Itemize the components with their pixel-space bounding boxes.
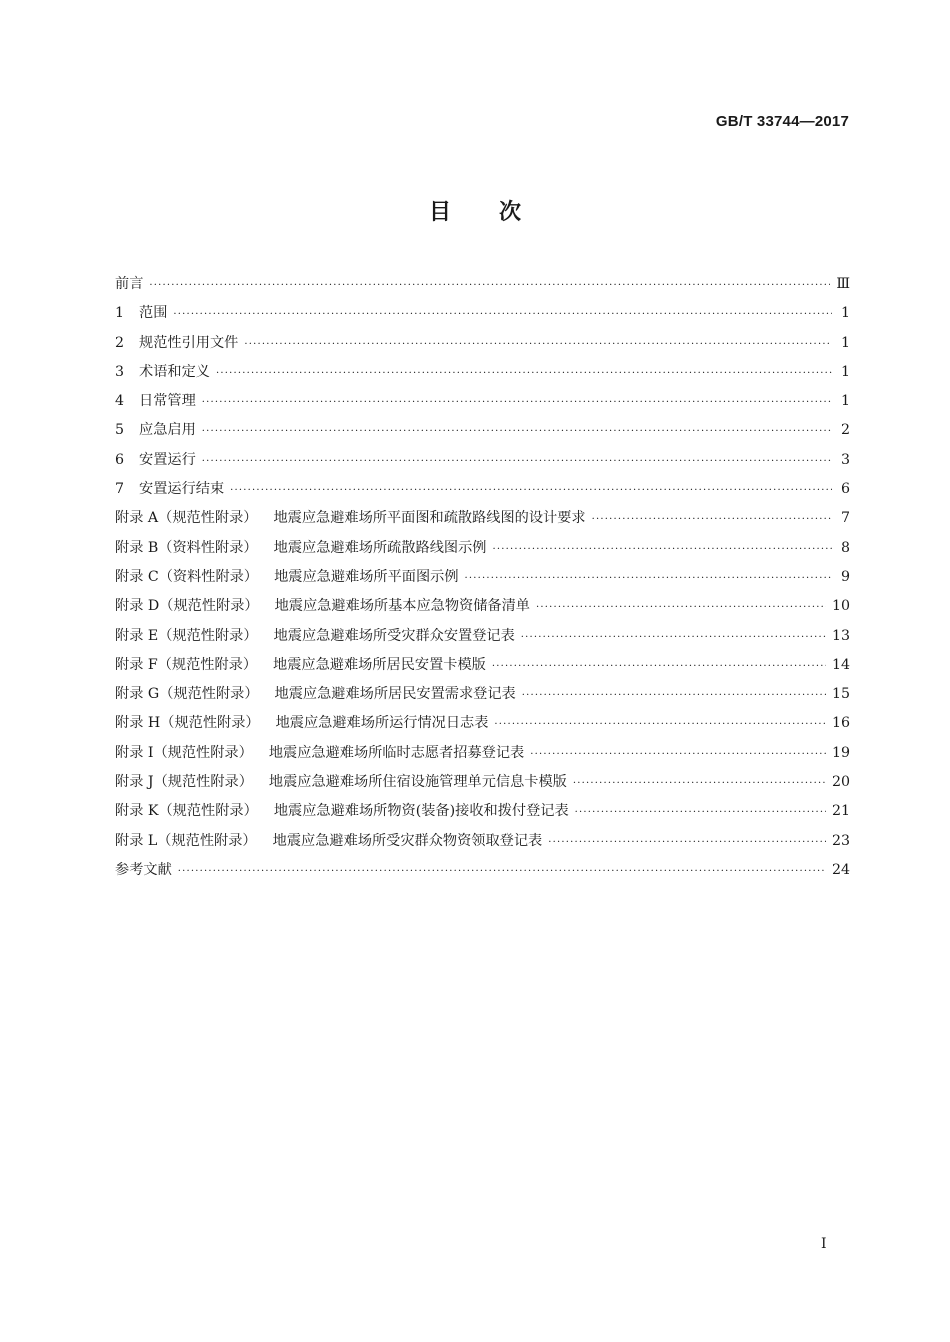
toc-entry-title: 地震应急避难场所受灾群众物资领取登记表 xyxy=(272,832,543,849)
toc-entry-label: 附录 B（资料性附录） xyxy=(115,539,258,556)
toc-entry-label: 附录 L（规范性附录） xyxy=(115,832,257,849)
toc-entry[interactable] xyxy=(115,797,850,826)
toc-entry[interactable] xyxy=(115,446,850,475)
toc-entry-page: 24 xyxy=(831,861,850,878)
toc-dot-leader xyxy=(149,271,830,300)
toc-entry-number: 5 xyxy=(115,422,125,439)
toc-entry-page: 23 xyxy=(831,832,850,849)
toc-entry[interactable] xyxy=(115,680,850,709)
toc-dot-leader xyxy=(202,417,832,446)
toc-entry-page: Ⅲ xyxy=(836,276,850,292)
toc-entry-page: 19 xyxy=(831,744,850,761)
toc-entry-page: 9 xyxy=(840,568,850,585)
toc-entry-label: 附录 I（规范性附录） xyxy=(115,744,253,761)
toc-entry-page: 3 xyxy=(840,451,850,468)
toc-entry[interactable] xyxy=(115,358,850,387)
toc-entry-label: 术语和定义 xyxy=(139,363,210,380)
toc-entry-label: 附录 D（规范性附录） xyxy=(115,598,259,615)
toc-entry-number: 4 xyxy=(115,393,125,410)
toc-entry-title: 地震应急避难场所居民安置需求登记表 xyxy=(274,686,516,703)
toc-entry-page: 1 xyxy=(840,363,850,380)
toc-entry[interactable] xyxy=(115,651,850,680)
toc-entry-label: 附录 H（规范性附录） xyxy=(115,715,260,732)
toc-entry-label: 参考文献 xyxy=(115,861,172,878)
toc-entry-page: 16 xyxy=(831,715,850,732)
toc-entry-page: 1 xyxy=(840,393,850,410)
toc-dot-leader xyxy=(178,857,826,886)
toc-dot-leader xyxy=(202,447,832,476)
toc-entry-number: 1 xyxy=(115,305,125,322)
toc-entry-number: 2 xyxy=(115,334,125,351)
toc-entry-title: 地震应急避难场所平面图示例 xyxy=(274,568,459,585)
toc-entry[interactable] xyxy=(115,709,850,738)
toc-entry[interactable] xyxy=(115,387,850,416)
toc-entry-title: 地震应急避难场所临时志愿者招募登记表 xyxy=(268,744,525,761)
toc-entry[interactable] xyxy=(115,827,850,856)
toc-entry-label: 安置运行 xyxy=(139,451,196,468)
toc-entry-label: 附录 G（规范性附录） xyxy=(115,686,259,703)
toc-entry-page: 6 xyxy=(840,481,850,498)
table-of-contents xyxy=(115,270,850,885)
toc-entry-label: 应急启用 xyxy=(139,422,196,439)
toc-entry[interactable] xyxy=(115,270,850,299)
toc-dot-leader xyxy=(536,593,826,622)
toc-dot-leader xyxy=(575,798,826,827)
toc-entry-title: 地震应急避难场所物资(装备)接收和拨付登记表 xyxy=(273,803,569,820)
toc-entry[interactable] xyxy=(115,329,850,358)
toc-entry-page: 2 xyxy=(840,422,850,439)
toc-dot-leader xyxy=(522,681,826,710)
toc-entry-number: 7 xyxy=(115,481,125,498)
page-title-char-2: 次 xyxy=(499,200,522,225)
toc-entry-number: 3 xyxy=(115,363,125,380)
toc-dot-leader xyxy=(216,359,832,388)
toc-entry-title: 地震应急避难场所住宿设施管理单元信息卡模版 xyxy=(268,774,567,791)
toc-entry-title: 地震应急避难场所居民安置卡模版 xyxy=(273,656,486,673)
toc-entry[interactable] xyxy=(115,534,850,563)
toc-entry-label: 前言 xyxy=(115,276,144,292)
toc-entry-title: 地震应急避难场所基本应急物资储备清单 xyxy=(274,598,530,615)
toc-entry-title: 地震应急避难场所运行情况日志表 xyxy=(275,715,489,732)
toc-entry-label: 范围 xyxy=(139,305,168,322)
toc-dot-leader xyxy=(230,476,832,505)
toc-dot-leader xyxy=(465,564,832,593)
page-number: I xyxy=(821,1236,827,1252)
toc-entry-label: 附录 C（资料性附录） xyxy=(115,568,259,585)
toc-entry-label: 安置运行结束 xyxy=(139,481,225,498)
toc-entry-title: 地震应急避难场所平面图和疏散路线图的设计要求 xyxy=(273,510,586,527)
toc-dot-leader xyxy=(592,505,832,534)
toc-entry-title: 地震应急避难场所受灾群众安置登记表 xyxy=(273,627,515,644)
toc-entry[interactable] xyxy=(115,416,850,445)
toc-entry-label: 规范性引用文件 xyxy=(139,334,239,351)
toc-dot-leader xyxy=(494,710,826,739)
toc-entry-label: 附录 K（规范性附录） xyxy=(115,803,258,820)
toc-dot-leader xyxy=(173,300,832,329)
toc-dot-leader xyxy=(492,652,826,681)
toc-entry[interactable] xyxy=(115,739,850,768)
toc-entry-page: 20 xyxy=(831,774,850,791)
toc-entry-page: 10 xyxy=(831,598,850,615)
toc-entry[interactable] xyxy=(115,856,850,885)
toc-entry[interactable] xyxy=(115,504,850,533)
toc-dot-leader xyxy=(244,330,832,359)
toc-entry[interactable] xyxy=(115,768,850,797)
toc-entry-page: 1 xyxy=(840,334,850,351)
toc-entry-page: 7 xyxy=(840,510,850,527)
toc-dot-leader xyxy=(573,769,826,798)
page-title xyxy=(0,195,950,226)
toc-entry-label: 附录 J（规范性附录） xyxy=(115,774,253,791)
toc-entry[interactable] xyxy=(115,563,850,592)
toc-entry-title: 地震应急避难场所疏散路线图示例 xyxy=(273,539,487,556)
toc-entry-page: 1 xyxy=(840,305,850,322)
toc-dot-leader xyxy=(530,740,826,769)
toc-entry-page: 21 xyxy=(831,803,850,820)
toc-dot-leader xyxy=(492,535,832,564)
toc-entry-page: 15 xyxy=(831,686,850,703)
toc-entry-label: 附录 F（规范性附录） xyxy=(115,656,258,673)
standard-number: GB/T 33744—2017 xyxy=(715,113,849,130)
toc-dot-leader xyxy=(521,623,826,652)
toc-entry-number: 6 xyxy=(115,451,125,468)
toc-entry[interactable] xyxy=(115,592,850,621)
toc-entry-page: 13 xyxy=(831,627,850,644)
toc-entry-label: 附录 A（规范性附录） xyxy=(115,510,258,527)
toc-entry[interactable] xyxy=(115,299,850,328)
toc-entry-label: 附录 E（规范性附录） xyxy=(115,627,258,644)
page-title-char-1: 目 xyxy=(428,200,451,225)
toc-entry-page: 14 xyxy=(831,656,850,673)
toc-entry-page: 8 xyxy=(840,539,850,556)
toc-entry[interactable] xyxy=(115,475,850,504)
toc-entry-label: 日常管理 xyxy=(139,393,196,410)
toc-dot-leader xyxy=(548,828,826,857)
toc-dot-leader xyxy=(202,388,832,417)
toc-entry[interactable] xyxy=(115,622,850,651)
